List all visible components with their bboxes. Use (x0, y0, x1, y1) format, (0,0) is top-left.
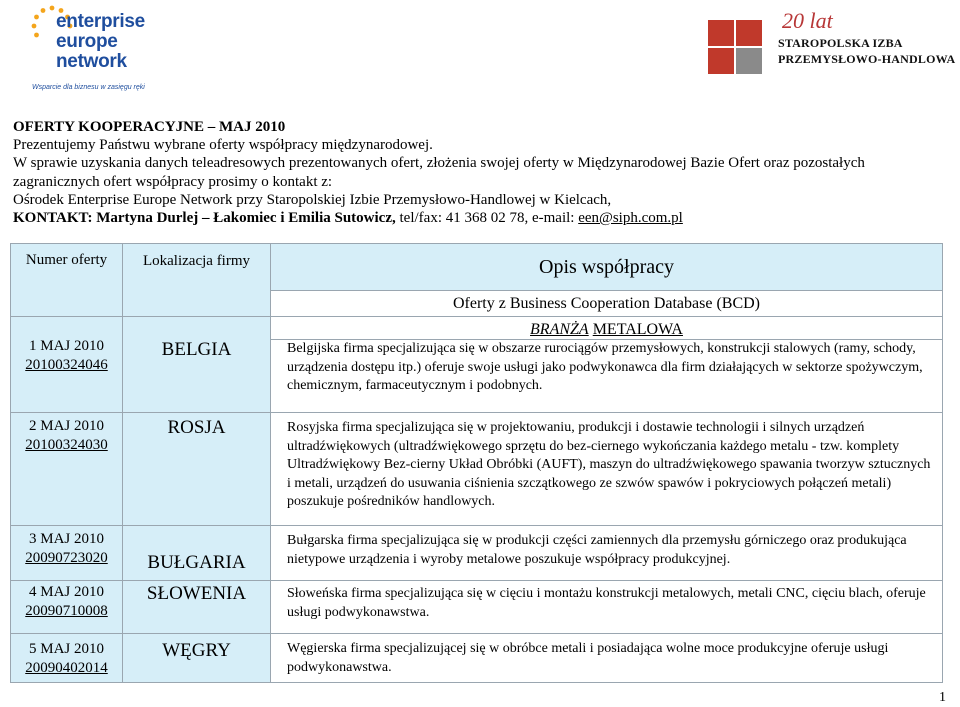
header-description: Opis współpracy (271, 244, 943, 291)
sph-name-line2: PRZEMYSŁOWO-HANDLOWA (778, 52, 956, 66)
sph-anniversary: 20 lat (782, 8, 833, 33)
offer-description: Słoweńska firma specjalizująca się w cięciu i montażu konstrukcji metalowych, metali CNC, cięciu blach, oferuje usługi podwykonawstwa. (271, 581, 943, 634)
intro-line-2: W sprawie uzyskania danych teleadresowych prezentowanych ofert, złożenia swojej oferty w Międzynarodowej Bazie Ofert oraz pozostałych zagranicznych ofert współpracy prosimy o kontakt z: (13, 155, 865, 190)
intro-line-1: Prezentujemy Państwu wybrane oferty współpracy międzynarodowej. (13, 137, 433, 154)
sph-name-line1: STAROPOLSKA IZBA (778, 36, 903, 50)
offer-country: SŁOWENIA (123, 581, 271, 634)
offer-number-cell (11, 526, 123, 581)
header-location: Lokalizacja firmy (123, 244, 271, 317)
header-number: Numer oferty (11, 244, 123, 317)
offer-id: 20090402014 (25, 660, 108, 676)
offer-country: BELGIA (123, 317, 271, 413)
een-word-2: europe (56, 31, 118, 52)
offer-date: 3 MAJ 2010 (28, 531, 104, 547)
contact-phone: tel/fax: 41 368 02 78, e-mail: (395, 210, 579, 227)
offer-description: Belgijska firma specjalizująca się w obszarze rurociągów przemysłowych, konstrukcji stalowych (ramy, schody, urządzenia dostępu itp.) oferuje swoje usługi jako podwykonawca dla firm działających w sektorze spożywczym, chemicznym, farmaceutycznym i podobnych. (271, 340, 943, 413)
offer-id: 20100324046 (25, 357, 108, 373)
offer-id: 20090723020 (25, 550, 108, 566)
contact-email-link[interactable]: een@siph.com.pl (578, 210, 683, 227)
offer-number-cell (11, 317, 123, 413)
branza-value: METALOWA (592, 321, 683, 338)
subheader-source: Oferty z Business Cooperation Database (BCD) (271, 291, 943, 317)
subheader-branza (271, 317, 943, 340)
offer-number-cell (11, 413, 123, 526)
table-row (11, 634, 943, 683)
offer-date: 2 MAJ 2010 (28, 418, 104, 434)
contact-line (13, 209, 948, 227)
table-header-row (11, 244, 943, 291)
table-row (11, 317, 943, 340)
offer-id: 20100324030 (25, 437, 108, 453)
offer-date: 5 MAJ 2010 (28, 641, 104, 657)
offer-description: Bułgarska firma specjalizująca się w produkcji części zamiennych dla przemysłu górniczego oraz produkująca nietypowe urządzenia i wyroby metalowe poszukuje współpracy produkcyjnej. (271, 526, 943, 581)
offer-country: BUŁGARIA (123, 526, 271, 581)
een-tagline: Wsparcie dla biznesu w zasięgu ręki (32, 84, 145, 91)
een-word-1: enterprise (56, 11, 145, 32)
table-row (11, 581, 943, 634)
branza-label: BRANŻA (530, 321, 589, 338)
offer-id: 20090710008 (25, 603, 108, 619)
intro-block (13, 118, 948, 227)
offers-table (10, 243, 943, 683)
page-number: 1 (939, 690, 946, 705)
table-row (11, 526, 943, 581)
een-wordmark (56, 12, 145, 72)
een-word-3: network (56, 51, 127, 72)
document-title: OFERTY KOOPERACYJNE – MAJ 2010 (13, 119, 286, 135)
offer-number-cell (11, 634, 123, 683)
offer-number-cell (11, 581, 123, 634)
offer-description: Węgierska firma specjalizującej się w obróbce metali i posiadająca wolne moce produkcyjne oferuje usługi podwykonawstwa. (271, 634, 943, 683)
offer-country: ROSJA (123, 413, 271, 526)
offer-description: Rosyjska firma specjalizująca się w projektowaniu, produkcji i dostawie technologii i silnych urządzeń ultradźwiękowych (ultradźwiękowego sprzętu do bez-ciernego wykończania każdego metalu - tzw. komplety Ultradźwiękowy Bez-cierny Układ Obróbki (AUFT), maszyn do ultradźwiękowego spawania tworzyw sztucznych i metali, urządzeń do usuwania ciśnienia szczątkowego ze szwów spawów i pokryciowych połączeń metali) poszukuje pośredników handlowych. (271, 413, 943, 526)
offer-date: 1 MAJ 2010 (28, 338, 104, 354)
offer-date: 4 MAJ 2010 (28, 584, 104, 600)
offer-country: WĘGRY (123, 634, 271, 683)
sph-emblem-icon (708, 20, 762, 74)
intro-line-3: Ośrodek Enterprise Europe Network przy Staropolskiej Izbie Przemysłowo-Handlowej w Kielcach, (13, 191, 612, 208)
table-row (11, 413, 943, 526)
sph-logo (708, 8, 956, 72)
contact-label: KONTAKT: Martyna Durlej – Łakomiec i Emilia Sutowicz, (13, 210, 396, 227)
een-logo (30, 4, 145, 96)
